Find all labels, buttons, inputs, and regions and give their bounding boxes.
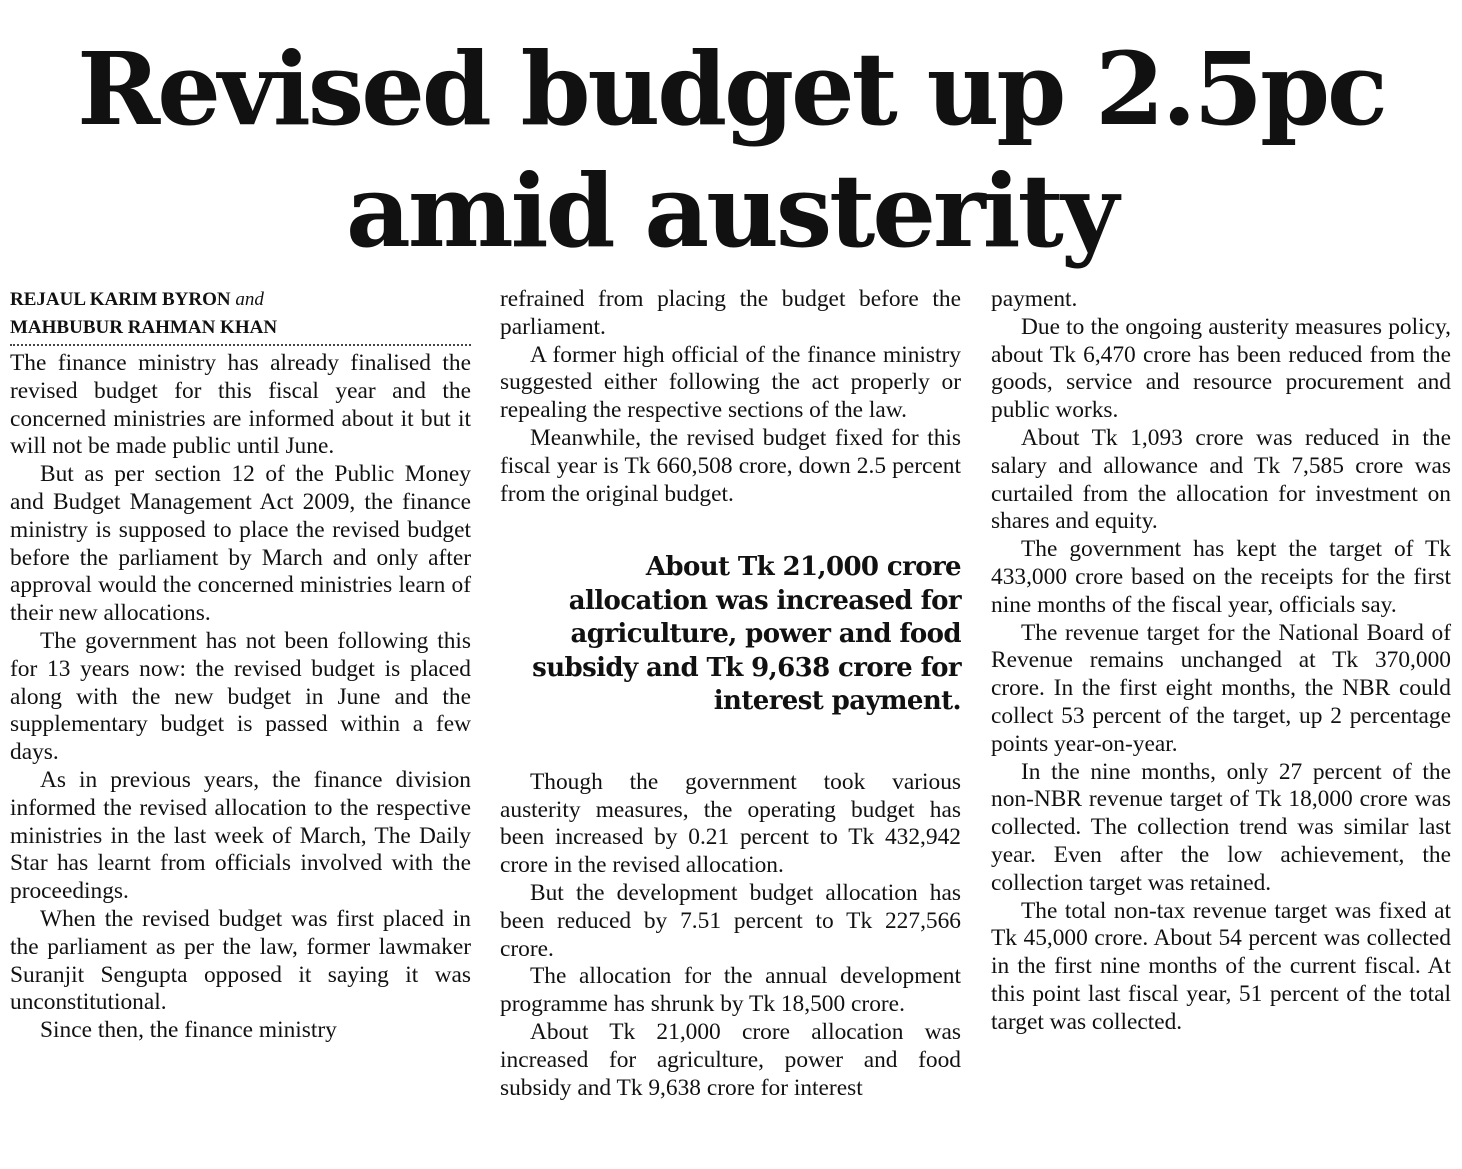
paragraph: Since then, the finance ministry (40, 1017, 337, 1044)
headline (0, 28, 1462, 272)
paragraph: The revenue target for the National Board of Revenue remains unchanged at Tk 370,000 crore. In the first eight months, the NBR could collect 53 percent of the target, up 2 percentage points year-on-year. (991, 619, 1451, 757)
paragraph: Though the government took various austerity measures, the operating budget has been increased by 0.21 percent to Tk 432,942 crore in the revised allocation. (500, 768, 961, 879)
paragraph: When the revised budget was first placed in the parliament as per the law, former lawmaker Suranjit Sengupta opposed it saying it was unconstitutional. (10, 905, 471, 1016)
paragraph: Meanwhile, the revised budget fixed for this fiscal year is Tk 660,508 crore, down 2.5 percent from the original budget. (500, 424, 961, 507)
pull-quote: About Tk 21,000 crore allocation was increased for agriculture, power and food subsidy and Tk 9,638 crore for interest payment. (532, 552, 961, 717)
paragraph: refrained from placing the budget before the parliament. (500, 286, 961, 340)
byline-conjunction: and (235, 289, 264, 310)
paragraph: payment. (991, 286, 1078, 312)
article-column-1 (10, 286, 471, 1045)
headline-line-1: Revised budget up 2.5pc (77, 30, 1385, 148)
paragraph: The allocation for the annual development programme has shrunk by Tk 18,500 crore. (500, 963, 961, 1018)
byline-author-2: MAHBUBUR RAHMAN KHAN (10, 317, 278, 338)
paragraph: Due to the ongoing austerity measures policy, about Tk 6,470 crore has been reduced from the goods, service and resource procurement and public works. (991, 313, 1451, 424)
paragraph: In the nine months, only 27 percent of the non-NBR revenue target of Tk 18,000 crore was collected. The collection trend was similar last year. Even after the low achievement, the collection target was retained. (991, 758, 1451, 896)
paragraph: The total non-tax revenue target was fixed at Tk 45,000 crore. About 54 percent was collected in the first nine months of the current fiscal. At this point last fiscal year, 51 percent of the total target was collected. (991, 897, 1451, 1035)
paragraph: A former high official of the finance ministry suggested either following the act properly or repealing the respective sections of the law. (500, 341, 961, 424)
paragraph: About Tk 21,000 crore allocation was increased for agriculture, power and food subsidy and Tk 9,638 crore for interest (500, 1019, 961, 1101)
byline-author-1: REJAUL KARIM BYRON (10, 289, 231, 310)
paragraph: The government has kept the target of Tk 433,000 crore based on the receipts for the first nine months of the fiscal year, officials say. (991, 536, 1451, 618)
headline-line-2: amid austerity (346, 152, 1116, 270)
article-column-2 (500, 286, 961, 1102)
paragraph: But as per section 12 of the Public Money and Budget Management Act 2009, the finance ministry is supposed to place the revised budget before the parliament by March and only after approval would the concerned ministries learn of their new allocations. (10, 461, 471, 627)
article-column-3 (991, 286, 1451, 1037)
paragraph: The government has not been following this for 13 years now: the revised budget is placed along with the new budget in June and the supplementary budget is passed within a few days. (10, 627, 471, 766)
paragraph: About Tk 1,093 crore was reduced in the salary and allowance and Tk 7,585 crore was curtailed from the allocation for investment on shares and equity. (991, 424, 1451, 535)
paragraph: As in previous years, the finance division informed the revised allocation to the respective ministries in the last week of March, The Daily Star has learnt from officials involved with the proceedings. (10, 766, 471, 905)
byline (10, 286, 471, 346)
paragraph: The finance ministry has already finalised the revised budget for this fiscal year and the concerned ministries are informed about it but it will not be made public until June. (10, 350, 471, 460)
paragraph: But the development budget allocation has been reduced by 7.51 percent to Tk 227,566 crore. (500, 880, 961, 962)
